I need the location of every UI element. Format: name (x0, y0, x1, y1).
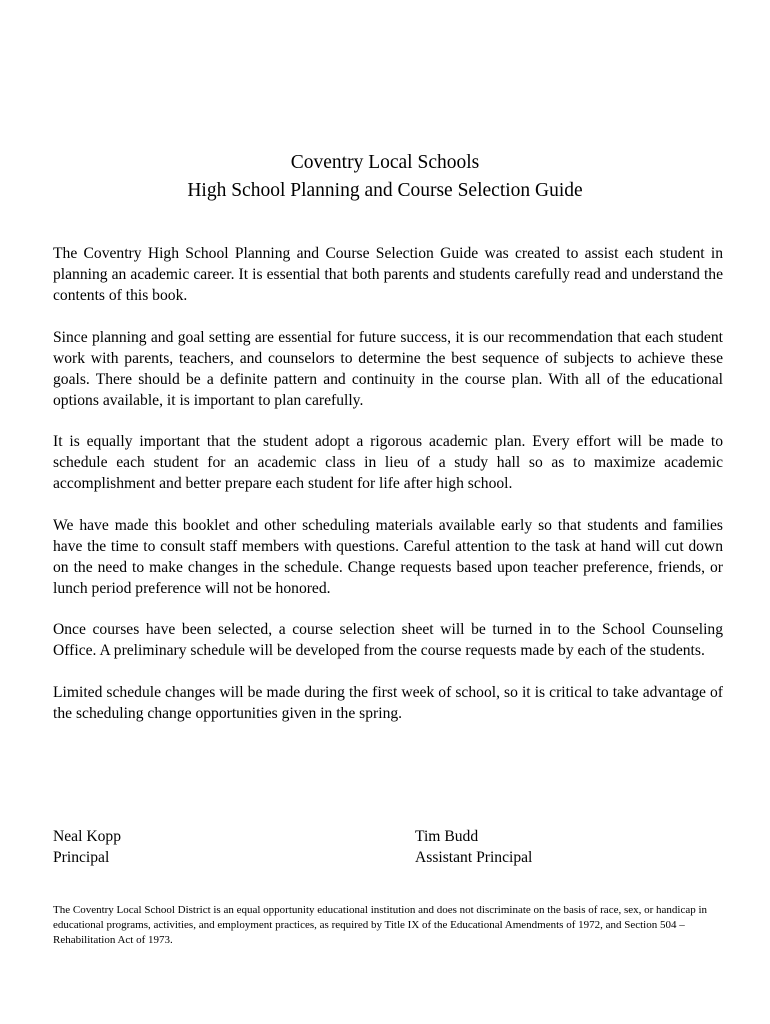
document-title (0, 149, 770, 205)
paragraph-intro: The Coventry High School Planning and Course Selection Guide was created to assist each student in planning an academic career. It is essential that both parents and students carefully read and understand the contents of this book. (53, 245, 723, 304)
signer-name: Neal Kopp (53, 828, 121, 845)
guide-title: High School Planning and Course Selection Guide (187, 180, 583, 201)
signer-name: Tim Budd (415, 828, 479, 845)
paragraph-planning: Since planning and goal setting are essential for future success, it is our recommendation that each student work with parents, teachers, and counselors to determine the best sequence of subjects to achieve these goals. There should be a definite pattern and continuity in the course plan. With all of the educational options available, it is important to plan carefully. (53, 328, 723, 409)
district-name: Coventry Local Schools (290, 152, 480, 173)
paragraph-schedule-changes: Limited schedule changes will be made during the first week of school, so it is critical to take advantage of the scheduling change opportunities given in the spring. (53, 683, 723, 722)
paragraph-rigorous-plan: It is equally important that the student adopt a rigorous academic plan. Every effort will be made to schedule each student for an academic class in lieu of a study hall so as to maximize academic accomplishment and better prepare each student for life after high school. (53, 433, 723, 492)
body-text (53, 243, 723, 744)
paragraph-course-selection: Once courses have been selected, a course selection sheet will be turned in to the School Counseling Office. A preliminary schedule will be developed from the course requests made by each of the students. (53, 621, 723, 659)
equal-opportunity-notice: The Coventry Local School District is an equal opportunity educational institution and does not discriminate on the basis of race, sex, or handicap in educational programs, activities, and employment practices, as required by Title IX of the Educational Amendments of 1972, and Section 504 – Rehabilitation Act of 1973. (53, 904, 708, 946)
paragraph-booklet: We have made this booklet and other scheduling materials available early so that students and families have the time to consult staff members with questions. Careful attention to the task at hand will cut down on the need to make changes in the schedule. Change requests based upon teacher preference, friends, or lunch period preference will not be honored. (53, 516, 723, 597)
signer-title: Assistant Principal (415, 849, 533, 866)
signer-title: Principal (53, 849, 110, 866)
signature-principal (53, 826, 121, 868)
signature-assistant-principal (415, 826, 532, 868)
